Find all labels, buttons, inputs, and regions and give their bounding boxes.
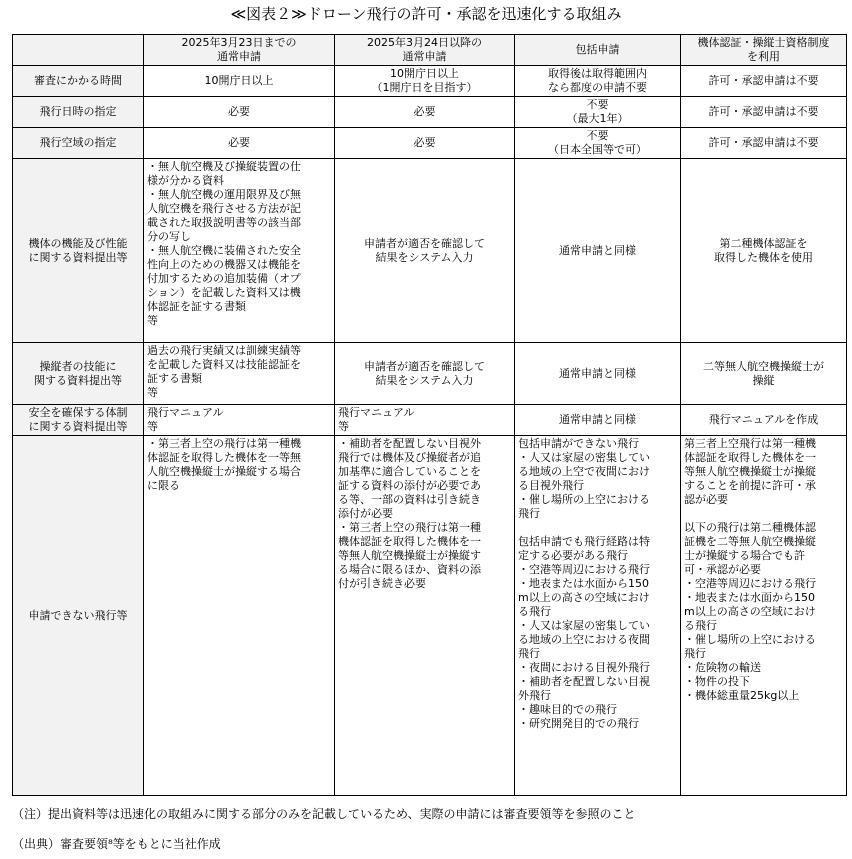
row-label-text: に関する資料提出等 (28, 420, 128, 433)
cell-text: 申請者が適否を確認して (364, 236, 485, 250)
cell-pilot-docs-before-2025-03-23 (144, 343, 335, 405)
header-text: 通常申請 (402, 50, 447, 63)
cell-text: る等、一部の資料は引き続き (338, 493, 481, 506)
row-label-text: 申請できない飛行等 (28, 608, 128, 622)
row-safety-docs (13, 405, 847, 436)
cell-text: 機体認証を取得した機体を一 (338, 535, 481, 548)
cell-text: 許可・承認申請は不要 (708, 105, 819, 118)
cell-text: 等無人航空機操縦士が操縦す (338, 549, 481, 562)
cell-text: ・補助者を配置しない目視外 (338, 437, 481, 450)
cell-text: ・研究開発目的での飛行 (518, 717, 639, 730)
header-text: を利用 (747, 50, 780, 63)
header-corner (13, 35, 144, 66)
cell-text: m以上の高さの空域におけ (684, 605, 816, 618)
comparison-table (12, 34, 847, 796)
cell-text: ・夜間における目視外飛行 (518, 661, 650, 674)
row-flight-date (13, 97, 847, 128)
cell-text: を記載した資料又は技能認証を (147, 358, 301, 371)
cell-text: m以上の高さの空域におけ (518, 591, 650, 604)
cell-review-time-certification (681, 66, 847, 97)
cell-flight-date-before-2025-03-23 (144, 97, 335, 128)
cell-safety-docs-certification (681, 405, 847, 436)
cell-aircraft-docs-before-2025-03-23 (144, 159, 335, 343)
cell-text: ・人又は家屋の密集してい (518, 619, 650, 632)
cell-text: 過去の飛行実績又は訓練実績等 (147, 344, 301, 357)
cell-flight-airspace-blanket (515, 128, 681, 159)
row-label-text: 関する資料提出等 (34, 373, 122, 387)
cell-text: 等無人航空機操縦士が操縦 (684, 465, 816, 478)
cell-text: 第二種機体認証を (719, 236, 808, 250)
cell-prohibited-flights-blanket (515, 436, 681, 796)
cell-flight-airspace-certification (681, 128, 847, 159)
cell-text: ・無人航空機及び操縦装置の仕 (147, 160, 301, 173)
cell-text: 載された取扱説明書等の該当部 (147, 216, 301, 229)
cell-text: 結果をシステム入力 (375, 373, 474, 387)
cell-text: 通常申請と同様 (559, 413, 636, 426)
footnote: （注）提出資料等は迅速化の取組みに関する部分のみを記載しているため、実際の申請には審査要領等を参照のこと (12, 807, 636, 821)
header-col-certification (681, 35, 847, 66)
cell-text: 体認証を取得した機体を一等無 (147, 451, 301, 464)
row-aircraft-docs (13, 159, 847, 343)
cell-text: 士が操縦する場合でも許 (684, 549, 805, 562)
source-note: （出典）審査要領⁸等をもとに当社作成 (12, 837, 221, 851)
cell-text: ・物件の投下 (684, 675, 750, 688)
cell-text: 取得した機体を使用 (714, 250, 813, 264)
cell-text: 必要 (413, 105, 436, 118)
cell-text: ・趣味目的での飛行 (518, 703, 617, 716)
cell-prohibited-flights-after-2025-03-24 (335, 436, 515, 796)
header-col-blanket (515, 35, 681, 66)
cell-text: 等 (338, 420, 349, 433)
cell-text: る地域の上空で夜間におけ (518, 465, 650, 478)
cell-safety-docs-after-2025-03-24 (335, 405, 515, 436)
cell-safety-docs-blanket (515, 405, 681, 436)
cell-text: 必要 (228, 105, 250, 118)
header-text: 2025年3月24日以降の (367, 36, 482, 49)
cell-aircraft-docs-after-2025-03-24 (335, 159, 515, 343)
cell-text: る飛行 (518, 605, 551, 618)
cell-text: 飛行マニュアル (338, 406, 415, 419)
header-col-after-2025-03-24 (335, 35, 515, 66)
cell-text: （最大1年） (566, 112, 629, 125)
cell-text: 二等無人航空機操縦士が (703, 359, 824, 373)
cell-text: 結果をシステム入力 (375, 250, 474, 264)
cell-pilot-docs-after-2025-03-24 (335, 343, 515, 405)
cell-text: ・人又は家屋の密集してい (518, 451, 650, 464)
cell-text: る地域の上空における夜間 (518, 633, 650, 646)
row-label-flight-airspace (13, 128, 144, 159)
cell-review-time-blanket (515, 66, 681, 97)
cell-text: 認が必要 (684, 493, 728, 506)
cell-text (684, 507, 843, 521)
cell-text: ・催し場所の上空における (518, 493, 650, 506)
cell-text: ・無人航空機の運用限界及び無 (147, 188, 301, 201)
row-pilot-docs (13, 343, 847, 405)
cell-text: 付が引き続き必要 (338, 577, 426, 590)
cell-text: 飛行では機体及び操縦者が追 (338, 451, 481, 464)
cell-text: ・地表または水面から150 (518, 577, 649, 590)
row-flight-airspace (13, 128, 847, 159)
cell-text: 分の写し (147, 230, 191, 243)
cell-review-time-after-2025-03-24 (335, 66, 515, 97)
cell-text: 飛行 (518, 507, 540, 520)
cell-text: ・機体総重量25kg以上 (684, 689, 800, 702)
cell-text: 必要 (228, 136, 250, 149)
cell-text: 等 (147, 386, 158, 399)
cell-flight-date-certification (681, 97, 847, 128)
cell-text: ション）を記載した資料又は機 (147, 286, 301, 299)
cell-text (518, 521, 677, 535)
cell-text: ・第三者上空の飛行は第一種 (338, 521, 481, 534)
row-review-time (13, 66, 847, 97)
header-row (13, 35, 847, 66)
figure-title: ≪図表２≫ドローン飛行の許可・承認を迅速化する取組み (230, 5, 622, 23)
cell-text: 可・承認が必要 (684, 563, 761, 576)
cell-flight-airspace-before-2025-03-23 (144, 128, 335, 159)
cell-text: る飛行 (684, 619, 717, 632)
cell-text: 証機を二等無人航空機操縦 (684, 535, 816, 548)
cell-text: 操縦 (752, 373, 775, 387)
row-label-text: 審査にかかる時間 (34, 74, 122, 87)
cell-text: 付加するための追加装備（オプ (147, 272, 301, 285)
row-label-review-time (13, 66, 144, 97)
cell-text: 必要 (413, 136, 436, 149)
cell-text: 飛行マニュアル (147, 406, 224, 419)
cell-text: 体認証を取得した機体を一 (684, 451, 816, 464)
cell-flight-date-after-2025-03-24 (335, 97, 515, 128)
row-label-text: 飛行空域の指定 (39, 136, 117, 149)
row-label-text: 機体の機能及び性能 (28, 236, 128, 250)
cell-text: 許可・承認申請は不要 (708, 74, 819, 87)
cell-text: 定する必要がある飛行 (518, 549, 628, 562)
cell-flight-airspace-after-2025-03-24 (335, 128, 515, 159)
cell-text: ・空港等周辺における飛行 (518, 563, 650, 576)
cell-text: る目視外飛行 (518, 479, 584, 492)
cell-text: 証する書類 (147, 372, 202, 385)
cell-text: することを前提に許可・承 (684, 479, 816, 492)
cell-review-time-before-2025-03-23 (144, 66, 335, 97)
cell-text: 包括申請でも飛行経路は特 (518, 535, 650, 548)
cell-text: 人航空機操縦士が操縦する場合 (147, 465, 301, 478)
cell-prohibited-flights-certification (681, 436, 847, 796)
row-label-text: 飛行日時の指定 (39, 105, 117, 118)
cell-text: 等 (147, 420, 158, 433)
cell-text: なら都度の申請不要 (548, 81, 647, 94)
cell-text: 飛行 (684, 647, 706, 660)
row-label-prohibited-flights (13, 436, 144, 796)
header-col-before-2025-03-23 (144, 35, 335, 66)
cell-prohibited-flights-before-2025-03-23 (144, 436, 335, 796)
row-label-flight-date (13, 97, 144, 128)
cell-text: 10開庁日以上 (204, 74, 274, 87)
cell-text: 取得後は取得範囲内 (548, 67, 647, 80)
cell-text: 証する資料の添付が必要であ (338, 479, 481, 492)
cell-text: ・空港等周辺における飛行 (684, 577, 816, 590)
cell-text: （1開庁日を目指す） (371, 81, 478, 94)
cell-text: 包括申請ができない飛行 (518, 437, 639, 450)
cell-text: 性向上のための機器又は機能を (147, 258, 301, 271)
cell-text: ・危険物の輸送 (684, 661, 761, 674)
header-text: 2025年3月23日までの (181, 36, 297, 49)
cell-text: ・補助者を配置しない目視 (518, 675, 650, 688)
cell-text: 不要 (586, 98, 609, 111)
cell-text: 飛行 (518, 647, 540, 660)
cell-text: る場合に限るほか、資料の添 (338, 563, 481, 576)
cell-pilot-docs-blanket (515, 343, 681, 405)
cell-text: 通常申請と同様 (559, 243, 636, 257)
cell-text: 外飛行 (518, 689, 551, 702)
cell-text: 体認証を証する書類 (147, 300, 246, 313)
cell-flight-date-blanket (515, 97, 681, 128)
header-text: 包括申請 (575, 43, 620, 56)
cell-text: 第三者上空飛行は第一種機 (684, 437, 816, 450)
cell-text: 加基準に適合していることを (338, 465, 481, 478)
cell-aircraft-docs-blanket (515, 159, 681, 343)
row-label-text: 操縦者の技能に (39, 359, 117, 373)
row-label-text: に関する資料提出等 (28, 250, 128, 264)
row-label-safety-docs (13, 405, 144, 436)
cell-aircraft-docs-certification (681, 159, 847, 343)
cell-text: 不要 (586, 129, 609, 142)
cell-text: 申請者が適否を確認して (364, 359, 485, 373)
cell-pilot-docs-certification (681, 343, 847, 405)
cell-text: 人航空機を飛行させる方法が記 (147, 202, 301, 215)
cell-text: 等 (147, 314, 158, 327)
row-prohibited-flights (13, 436, 847, 796)
cell-text: に限る (147, 479, 180, 492)
cell-text: ・第三者上空の飛行は第一種機 (147, 437, 301, 450)
cell-text: 以下の飛行は第二種機体認 (684, 521, 816, 534)
row-label-text: 安全を確保する体制 (28, 406, 128, 419)
cell-text: ・催し場所の上空における (684, 633, 816, 646)
row-label-aircraft-docs (13, 159, 144, 343)
cell-text: 許可・承認申請は不要 (708, 136, 819, 149)
cell-safety-docs-before-2025-03-23 (144, 405, 335, 436)
cell-text: 10開庁日以上 (390, 67, 459, 80)
cell-text: （日本全国等で可） (548, 143, 647, 156)
cell-text: 通常申請と同様 (559, 366, 636, 380)
cell-text: ・地表または水面から150 (684, 591, 815, 604)
header-text: 機体認証・操縦士資格制度 (697, 36, 830, 49)
cell-text: 添付が必要 (338, 507, 393, 520)
cell-text: ・無人航空機に装備された安全 (147, 244, 301, 257)
cell-text: 様が分かる資料 (147, 174, 224, 187)
row-label-pilot-docs (13, 343, 144, 405)
header-text: 通常申請 (217, 50, 261, 63)
cell-text: 飛行マニュアルを作成 (708, 413, 819, 426)
